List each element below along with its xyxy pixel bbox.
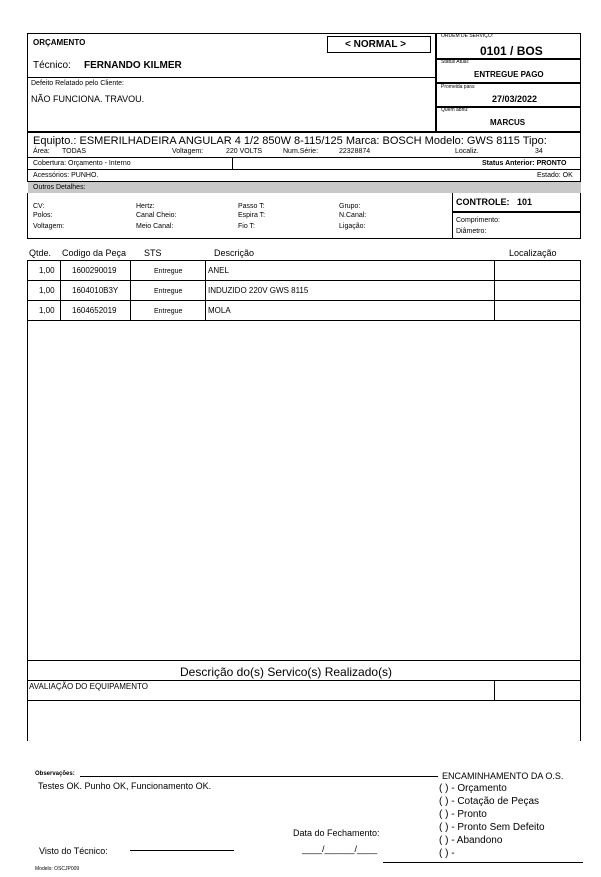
os-value: 0101 / BOS: [480, 44, 543, 58]
serial-label: Num.Série:: [283, 148, 319, 155]
obs-label: Observações:: [35, 771, 75, 777]
detail-hertz: Hertz:: [136, 203, 155, 210]
row-qty: 1,00: [39, 266, 55, 275]
row-desc: MOLA: [208, 306, 231, 315]
equipment-divider-1: [27, 157, 581, 158]
normal-badge-label: < NORMAL >: [345, 39, 406, 50]
detail-diameter: Diâmetro:: [456, 228, 487, 235]
technician-label: Técnico:: [33, 60, 71, 71]
detail-meio-canal: Meio Canal:: [136, 223, 174, 230]
row-sts: Entregue: [154, 308, 183, 315]
services-title: Descrição do(s) Servico(s) Realizado(s): [180, 665, 393, 679]
row-qty: 1,00: [39, 286, 55, 295]
row-code: 1600290019: [72, 266, 117, 275]
close-date-label: Data do Fechamento:: [293, 828, 380, 838]
col-line-loc: [494, 260, 495, 320]
details-left-border: [27, 193, 28, 238]
row-line-3: [27, 320, 581, 321]
services-right-border: [580, 661, 581, 741]
row-sts: Entregue: [154, 288, 183, 295]
control-value: 101: [517, 197, 533, 207]
detail-polos: Polos:: [33, 212, 53, 219]
tech-visa-line: [130, 850, 234, 851]
details-bottom-border: [27, 238, 581, 239]
row-qty: 1,00: [39, 306, 55, 315]
routing-option-pronto: ( ) - Pronto: [439, 809, 487, 820]
row-sts: Entregue: [154, 268, 183, 275]
detail-passo: Passo T:: [238, 203, 265, 210]
voltage-label: Voltagem:: [172, 148, 204, 155]
row-code: 1604010B3Y: [72, 286, 119, 295]
voltage-value: 220 VOLTS: [226, 148, 263, 155]
services-divider: [27, 680, 581, 681]
detail-voltagem: Voltagem:: [33, 223, 65, 230]
accessories-text: Acessórios: PUNHO.: [33, 172, 99, 179]
col-header-qty: Qtde.: [29, 248, 52, 258]
equipment-line: Equipto.: ESMERILHADEIRA ANGULAR 4 1/2 850W 8-115/125 Marca: BOSCH Modelo: GWS 8115 Tipo:: [33, 135, 547, 147]
col-header-sts: STS: [144, 248, 162, 258]
status-label: Status Atual:: [441, 59, 470, 65]
detail-ligacao: Ligação:: [339, 223, 366, 230]
row-desc: ANEL: [208, 266, 229, 275]
opened-value: MARCUS: [490, 118, 526, 127]
col-header-desc: Descrição: [214, 248, 255, 258]
defect-text: NÃO FUNCIONA. TRAVOU.: [31, 94, 145, 104]
col-header-code: Codigo da Peça: [62, 248, 127, 258]
routing-option-orcamento: ( ) - Orçamento: [439, 783, 507, 794]
row-line-1: [27, 280, 581, 281]
service-row-line: [27, 700, 581, 701]
opened-label: Quem abriu:: [441, 107, 469, 113]
detail-espira: Espira T:: [238, 212, 266, 219]
other-details-bar: [28, 182, 581, 193]
defect-label: Defeito Relatado pelo Cliente:: [31, 80, 125, 87]
header-divider: [27, 77, 436, 78]
state-text: Estado: OK: [537, 172, 573, 179]
col-line-sts: [130, 260, 131, 320]
coverage-split: [232, 157, 233, 169]
area-value: TODAS: [62, 148, 86, 155]
loc-value: 34: [535, 148, 543, 155]
detail-length: Comprimento:: [456, 217, 500, 224]
routing-option-cotacao: ( ) - Cotação de Peças: [439, 796, 540, 807]
details-right-border: [580, 193, 581, 238]
col-line-desc: [205, 260, 206, 320]
control-label: CONTROLE:: [456, 197, 510, 207]
service-item: AVALIAÇÃO DO EQUIPAMENTO: [29, 682, 148, 691]
service-split: [494, 680, 495, 700]
status-value: ENTREGUE PAGO: [474, 70, 544, 79]
document-title: ORÇAMENTO: [33, 38, 86, 47]
technician-name: FERNANDO KILMER: [84, 60, 182, 71]
detail-cv: CV:: [33, 203, 45, 210]
os-label: ORDEM DE SERVIÇO:: [441, 33, 494, 39]
row-desc: INDUZIDO 220V GWS 8115: [208, 286, 309, 295]
other-details-label: Outros Detalhes:: [33, 184, 86, 191]
close-date-blank: ____/______/____: [302, 844, 378, 854]
promise-value: 27/03/2022: [492, 94, 538, 104]
footer-bottom-line: [383, 862, 583, 863]
routing-option-blank: ( ) -: [439, 848, 455, 859]
model-code: Modelo: OSCJP009: [35, 866, 80, 872]
tech-visa-label: Visto do Técnico:: [39, 846, 108, 856]
serial-value: 22328874: [339, 148, 371, 155]
routing-option-abandono: ( ) - Abandono: [439, 835, 503, 846]
detail-fio: Fio T:: [238, 223, 255, 230]
promise-label: Promeida para:: [441, 84, 476, 90]
detail-n-canal: N.Canal:: [339, 212, 367, 219]
previous-status: Status Anterior: PRONTO: [482, 160, 567, 167]
control-left-border: [452, 193, 453, 238]
col-line-code: [60, 260, 61, 320]
row-line-2: [27, 300, 581, 301]
routing-option-pronto-sem-defeito: ( ) - Pronto Sem Defeito: [439, 822, 545, 833]
control-underline: [452, 211, 580, 213]
obs-text: Testes OK. Punho OK, Funcionamento OK.: [38, 781, 212, 791]
obs-underline: [80, 776, 438, 777]
detail-grupo: Grupo:: [339, 203, 361, 210]
routing-title: ENCAMINHAMENTO DA O.S.: [442, 771, 564, 781]
area-label: Área:: [33, 148, 50, 155]
coverage-text: Cobertura: Orçamento - Interno: [33, 160, 131, 167]
row-code: 1604652019: [72, 306, 117, 315]
loc-label: Localiz.: [455, 148, 479, 155]
equipment-divider-2: [27, 169, 581, 170]
services-left-border: [27, 661, 28, 741]
col-header-loc: Localização: [509, 248, 557, 258]
detail-canal-cheio: Canal Cheio:: [136, 212, 177, 219]
